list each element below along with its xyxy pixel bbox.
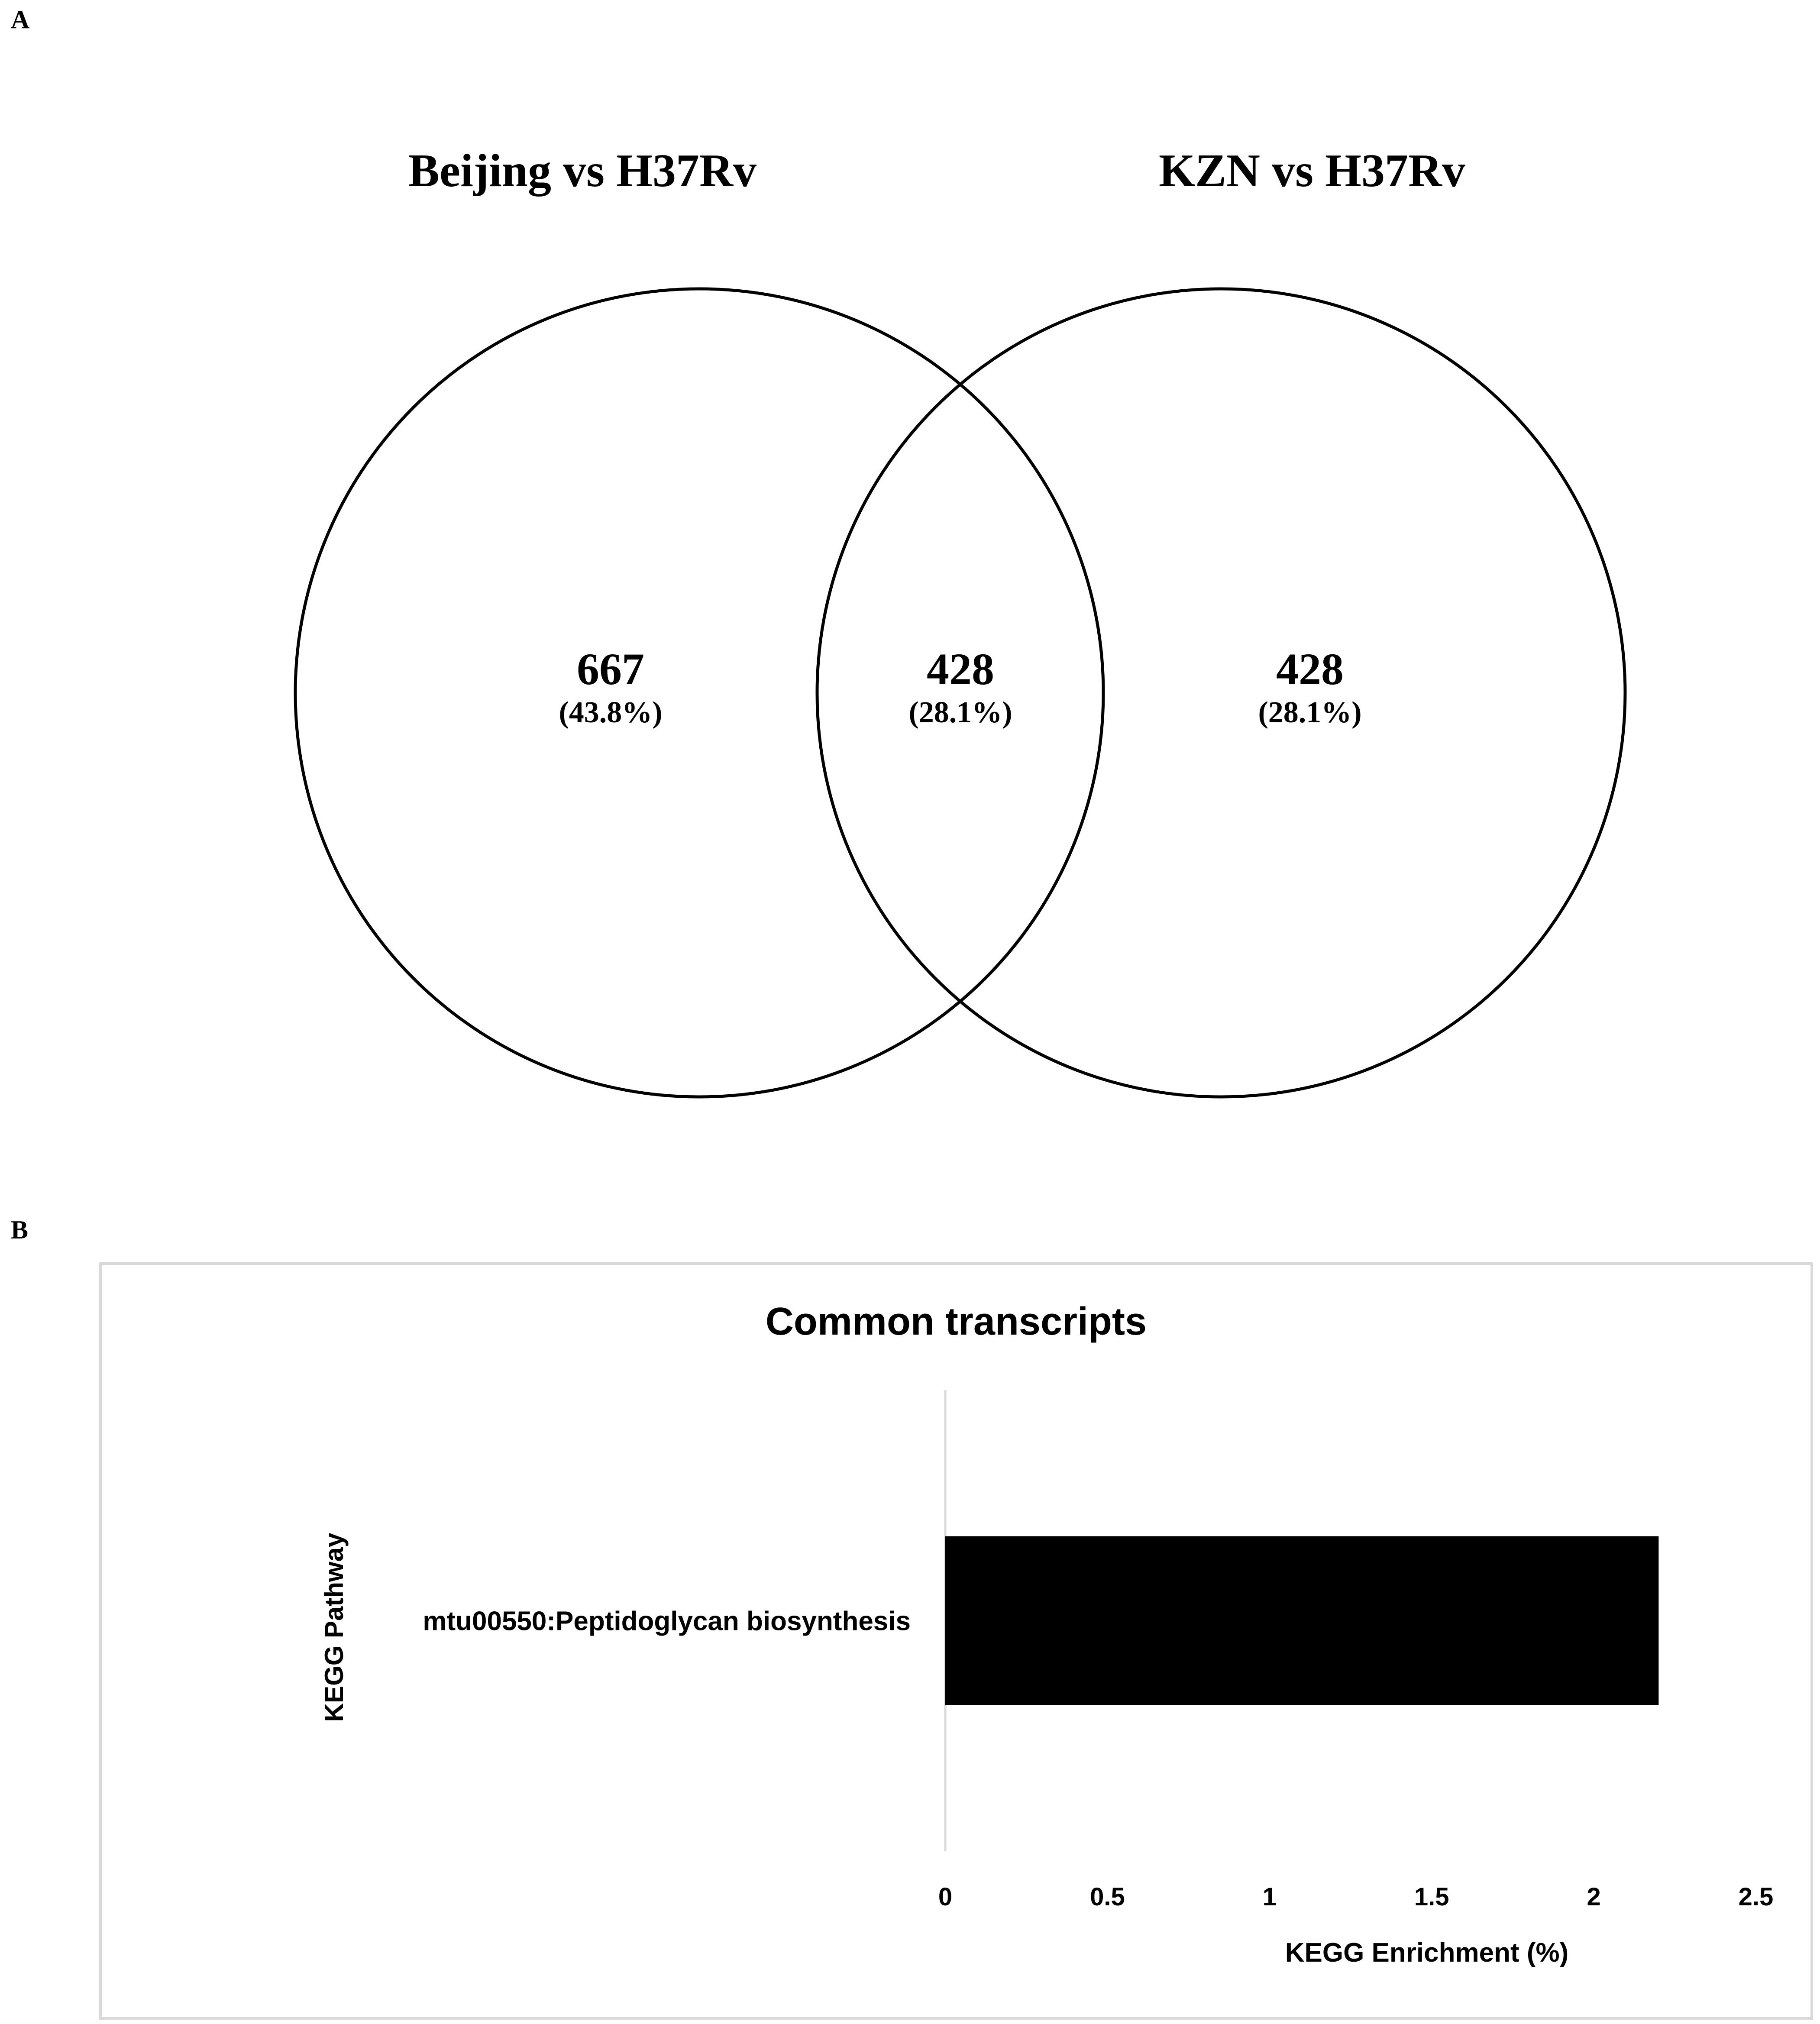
venn-overlap-percent: (28.1%) [908,696,1012,729]
y-axis-label: KEGG Pathway [320,1533,349,1722]
venn-left-title: Beijing vs H37Rv [408,145,757,197]
x-tick-label: 2 [1587,1883,1601,1911]
x-tick-label: 1.5 [1414,1883,1449,1911]
x-tick-label: 0.5 [1090,1883,1125,1911]
category-tick-label: mtu00550:Peptidoglycan biosynthesis [423,1606,911,1636]
venn-right-count: 428 [1276,644,1344,694]
venn-overlap-count: 428 [927,644,994,694]
panel-a-label: A [11,5,30,34]
venn-left-percent: (43.8%) [559,696,663,729]
venn-left-count: 667 [577,644,644,694]
venn-right-title: KZN vs H37Rv [1158,145,1466,197]
x-tick-label: 0 [938,1883,953,1911]
venn-right-percent: (28.1%) [1258,696,1362,729]
chart-title: Common transcripts [765,1300,1147,1343]
bar [945,1536,1658,1705]
x-tick-label: 1 [1262,1883,1277,1911]
panel-b-label: B [11,1216,29,1244]
x-axis-label: KEGG Enrichment (%) [1285,1938,1569,1968]
x-tick-label: 2.5 [1738,1883,1774,1911]
